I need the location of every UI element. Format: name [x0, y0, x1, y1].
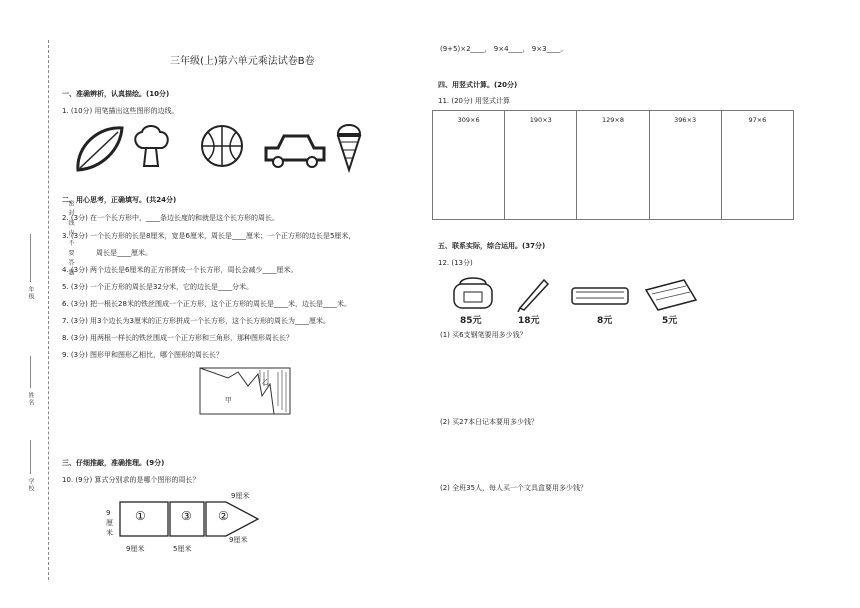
sub-question-1: (1) 买6支钢笔要用多少钱？	[440, 331, 527, 339]
question-7: 7. (3分) 用3个边长为3厘米的正方形拼成一个长方形，这个长方形的周长为____厘米。	[62, 317, 330, 325]
figure-label-jia: 甲	[225, 396, 232, 404]
price-notebook: 5元	[662, 316, 678, 326]
dim-top-right: 9厘米	[231, 492, 250, 500]
grade-label	[26, 286, 35, 300]
stationery-pictures	[450, 276, 710, 312]
backpack-icon	[454, 278, 492, 308]
question-4: 4. (3分) 两个边长是6厘米的正方形拼成一个长方形，周长会减少____厘米。	[62, 266, 298, 274]
question-3b: 周长是____厘米。	[96, 249, 152, 257]
shape-2-label: ②	[218, 509, 229, 523]
calc-cell[interactable]: 190×3	[505, 111, 577, 220]
shape-1-label: ①	[135, 509, 146, 523]
notebook-icon	[646, 280, 696, 310]
grade-text: 年级	[27, 286, 34, 300]
calc-cell[interactable]: 396×3	[649, 111, 721, 220]
question-6: 6. (3分) 把一根长28米的铁丝围成一个正方形，这个正方形的周长是____米，边长是____米。	[62, 300, 351, 308]
ice-cream-icon	[338, 125, 360, 170]
vertical-calc-table	[432, 110, 794, 220]
grade-underline[interactable]	[30, 234, 31, 282]
question-10: 10. (9分) 算式分别求的是哪个图形的周长？	[62, 476, 200, 484]
question-11: 11. (20分) 用竖式计算	[438, 97, 510, 105]
binding-dashed-line	[48, 40, 49, 580]
dim-left: 9厘米	[106, 509, 113, 537]
question-12: 12. (13分)	[438, 259, 473, 267]
question-5: 5. (3分) 一个正方形的周长是32分米，它的边长是____分米。	[62, 283, 253, 291]
sub-question-3: (2) 全班35人，每人买一个文具盒要用多少钱？	[440, 484, 588, 492]
ball-icon	[202, 126, 242, 166]
price-pencil-case: 8元	[597, 316, 613, 326]
section2-heading: 二、用心思考，正确填写。(共24分)	[62, 196, 177, 204]
school-label	[26, 478, 35, 492]
outline-pictures	[70, 120, 370, 180]
leaf-icon	[78, 128, 122, 170]
question-2: 2. (3分) 在一个长方形中，____条边长度的和就是这个长方形的周长。	[62, 214, 280, 222]
price-pen: 18元	[518, 316, 540, 326]
broccoli-icon	[135, 126, 168, 166]
section4-heading: 四、用竖式计算。(20分)	[438, 81, 518, 89]
question-9: 9. (3分) 图形甲和图形乙相比，哪个图形的周长长？	[62, 351, 224, 359]
shape-3-label: ③	[181, 509, 192, 523]
dim-bottom-left: 9厘米	[126, 545, 145, 553]
question-8: 8. (3分) 用两根一样长的铁丝围成一个正方形和三角形，那种图形周长长？	[62, 334, 294, 342]
page-title: 三年级(上)第六单元乘法试卷B卷	[170, 56, 315, 67]
calc-cell[interactable]: 97×6	[721, 111, 793, 220]
seal-words: 密 封 线 内 不 要 答 题	[67, 200, 74, 277]
question-1: 1. (10分) 用笔描出这些图形的边线。	[62, 107, 179, 115]
school-underline[interactable]	[30, 440, 31, 474]
school-text: 学校	[27, 478, 34, 492]
section1-heading: 一、准确辨析，认真描绘。(10分)	[62, 90, 170, 98]
calc-cell[interactable]: 129×8	[577, 111, 649, 220]
name-underline[interactable]	[30, 356, 31, 388]
carryover-line: (9+5)×2____， 9×4____， 9×3____。	[440, 45, 568, 53]
name-label	[26, 392, 35, 406]
dim-bottom-mid: 5厘米	[173, 545, 192, 553]
perimeter-comparison-figure	[198, 366, 294, 418]
name-text: 姓名	[27, 392, 34, 406]
question-3a: 3. (3分) 一个长方形的长是8厘米，宽是6厘米，周长是____厘米；一个正方形的边长是5厘米，	[62, 232, 356, 240]
calc-cell[interactable]: 309×6	[433, 111, 505, 220]
figure-label-yi: 乙	[262, 378, 269, 386]
car-icon	[266, 136, 324, 167]
price-backpack: 85元	[460, 316, 482, 326]
sub-question-2: (2) 买27本日记本要用多少钱？	[440, 418, 539, 426]
dim-bottom-right: 9厘米	[229, 536, 248, 544]
section5-heading: 五、联系实际，综合运用。(37分)	[438, 242, 546, 250]
pencil-case-icon	[572, 288, 628, 304]
section3-heading: 三、仔细推敲，准确推理。(9分)	[62, 459, 165, 467]
pen-icon	[518, 280, 548, 312]
